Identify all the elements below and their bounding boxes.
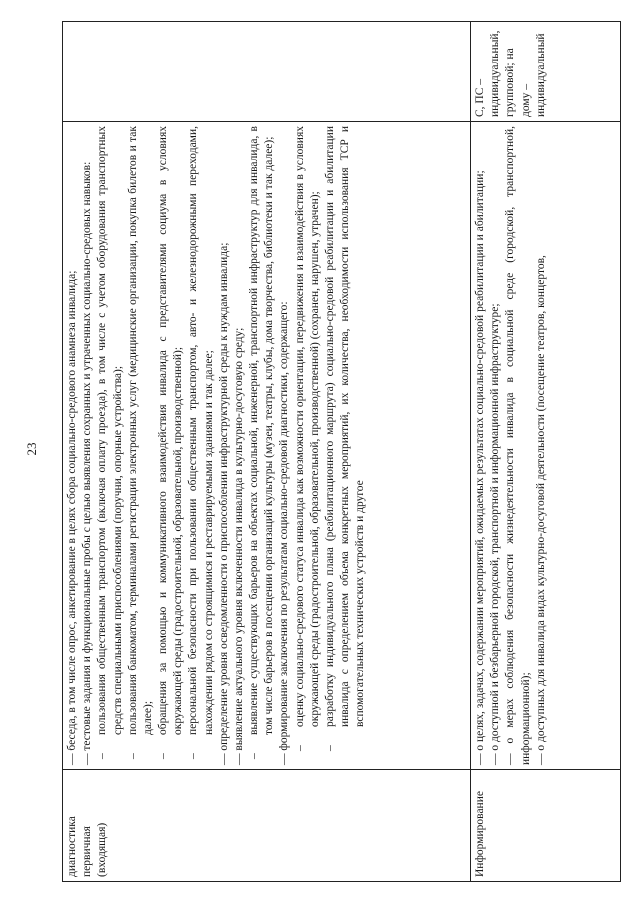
list-item: — беседа, в том числе опрос, анкетирование в целях сбора социально-средового анамнеза инвалида;	[66, 270, 78, 765]
content-cell	[63, 122, 471, 770]
rehabilitation-table	[62, 21, 621, 882]
sub-list-item: – разработку индивидуального плана (реабилитационного маршрута) социально-средовой реабилитации и абилитации инвалида с определением объема конкретных мероприятий, их количества, необходимости использования ТСР и вспомогательных технических устройств и другое	[323, 126, 367, 751]
list-item: — выявление актуального уровня включенности инвалида в культурно-досуговую среду;	[232, 327, 245, 765]
sub-list-item: – обращения за помощью и коммуникативного взаимодействия инвалида с представителями социума в условиях окружающей среды (градостроительной, образовательной, производственной);	[157, 126, 185, 759]
list-item: — о мерах соблюдения безопасности жизнедеятельности инвалида в социальной среде (городской, транспортной, информационной);	[504, 126, 532, 765]
list-item: — формирование заключения по результатам социально-средовой диагностики, содержащего:	[278, 301, 291, 765]
sub-list-item: – оценку социально-средового статуса инвалида как возможности ориентации, передвижения и взаимодействия в условиях окружающей среды (градостроительной, образовательной, производственной) (сохранен, нарушен, утрачен);	[293, 126, 321, 751]
forms-cell: С, ПС – индивидуальный, групповой; на дому – индивидуальный	[471, 22, 621, 122]
list-item: — о доступной и безбарьерной городской, транспортной и информационной инфраструктуре;	[489, 303, 502, 765]
sub-list-item: – выявление существующих барьеров на объектах социальной, инженерной, транспортной инфраструктур для инвалида, в том числе барьеров в посещении организаций культуры (музеи, театры, клубы, дома творчества, библиотеки и так далее);	[248, 126, 276, 759]
stage-cell: диагностика первичная (входящая)	[63, 770, 471, 882]
table-row-diagnostics	[63, 22, 471, 882]
content-cell	[471, 122, 621, 770]
stage-cell: Информирование	[471, 770, 621, 882]
sub-list-item: – персональной безопасности при пользовании общественным транспортом, авто- и железнодорожными переходами, нахождении рядом со строящимися и реставрируемыми зданиями и так далее;	[187, 126, 215, 759]
list-item: — о целях, задачах, содержании мероприятий, ожидаемых результатах социально-средовой реабилитации и абилитации;	[474, 170, 486, 765]
list-item: — о доступных для инвалида видах культурно-досуговой деятельности (посещение театров, концертов,	[534, 255, 547, 765]
page-number: 23	[24, 442, 39, 456]
sub-list-item: – пользования банкоматом, терминалами регистрации электронных услуг (медицинские организации, покупка билетов и так далее);	[126, 126, 154, 759]
list-item: — определение уровня осведомленности о приспособлении инфраструктурной среды к нуждам инвалида;	[217, 242, 230, 765]
forms-cell	[63, 22, 471, 122]
table-row-informing	[471, 22, 621, 882]
sub-list-item: – пользования общественным транспортом (включая оплату проезда), в том числе с учетом оборудования транспортных средств специальными приспособлениями (поручни, опорные устройства);	[96, 126, 124, 759]
list-item: — тестовые задания и функциональные пробы с целью выявления сохранных и утраченных социально-средовых навыков:	[81, 161, 94, 765]
